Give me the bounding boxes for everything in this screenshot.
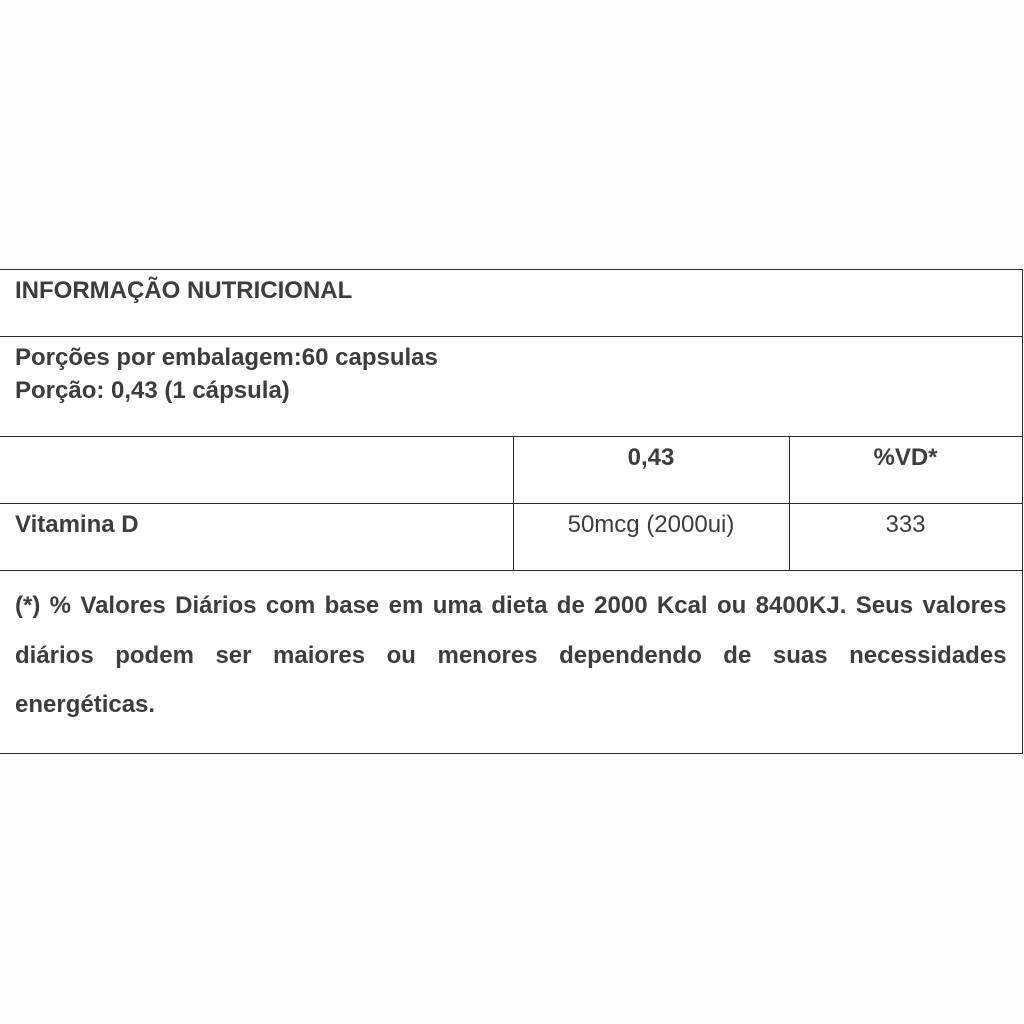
nutrient-amount: 50mcg (2000ui) (567, 511, 735, 538)
header-amount (513, 437, 789, 504)
serving-info-cell (0, 337, 1022, 437)
footnote-text: (*) % Valores Diários com base em uma dieta de 2000 Kcal ou 8400KJ. Seus valores diários podem ser maiores ou menores dependendo de suas necessidades energéticas. (15, 592, 1007, 718)
header-daily-value (789, 437, 1022, 504)
footnote-row (0, 571, 1022, 754)
servings-per-package: Porções por embalagem:60 capsulas (15, 344, 438, 371)
nutrient-daily-value: 333 (885, 511, 926, 538)
header-amount-label: 0,43 (627, 444, 675, 471)
table-title: INFORMAÇÃO NUTRICIONAL (15, 277, 353, 304)
header-nutrient (0, 437, 513, 504)
serving-info-row (0, 337, 1022, 437)
table-row (0, 504, 1022, 571)
nutrient-name-cell (0, 504, 513, 571)
nutrient-amount-cell (513, 504, 789, 571)
header-daily-value-label: %VD* (873, 444, 938, 471)
footnote-cell (0, 571, 1022, 754)
column-header-row (0, 437, 1022, 504)
nutrient-daily-value-cell (789, 504, 1022, 571)
nutrient-name: Vitamina D (15, 511, 139, 538)
nutrition-facts-table (0, 269, 1023, 754)
title-row (0, 270, 1022, 337)
title-cell (0, 270, 1022, 337)
serving-size: Porção: 0,43 (1 cápsula) (15, 377, 290, 404)
serving-info (0, 337, 1022, 407)
header-nutrient-label (0, 437, 513, 441)
